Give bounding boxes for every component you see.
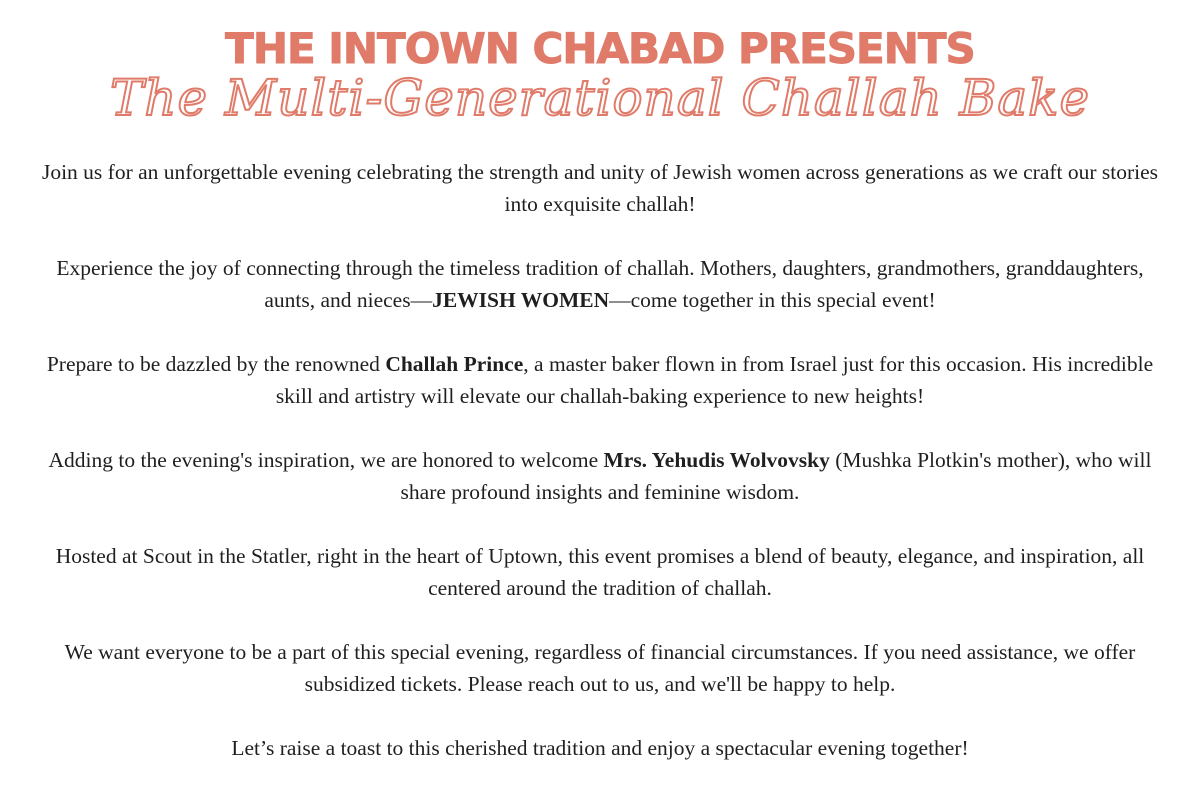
speaker-name: Mrs. Yehudis Wolvovsky [603,448,830,472]
speaker-text-end: (Mushka Plotkin's mother), who will share profound insights and feminine wisdom. [400,448,1152,504]
experience-text-end: —come together in this special event! [609,288,936,312]
closing-text: Let’s raise a toast to this cherished tradition and enjoy a spectacular evening together! [231,736,969,760]
venue-text: Hosted at Scout in the Statler, right in the heart of Uptown, this event promises a blend of beauty, elegance, and inspiration, all centered around the tradition of challah. [55,544,1145,600]
intro-text: Join us for an unforgettable evening celebrating the strength and unity of Jewish women across generations as we craft our stories into exquisite challah! [41,160,1159,216]
experience-paragraph [40,252,1160,316]
challah-prince-text-start: Prepare to be dazzled by the renowned [46,352,386,376]
speaker-paragraph [40,444,1160,508]
experience-text-start: Experience the joy of connecting through the timeless tradition of challah. Mothers, daughters, grandmothers, granddaughters, aunts, and nieces— [56,256,1144,312]
tickets-text: We want everyone to be a part of this special evening, regardless of financial circumstances. If you need assistance, we offer subsidized tickets. Please reach out to us, and we'll be happy to help. [64,640,1136,696]
jewish-women-emphasis: JEWISH WOMEN [432,288,610,312]
challah-prince-paragraph [40,348,1160,412]
header [0,24,1200,126]
event-title: The Multi-Generational Challah Bake [109,69,1091,127]
venue-paragraph [40,540,1160,604]
intro-paragraph [40,156,1160,220]
speaker-text-start: Adding to the evening's inspiration, we are honored to welcome [48,448,604,472]
tickets-paragraph [40,636,1160,700]
event-description [40,156,1160,764]
presenter-heading: THE INTOWN CHABAD PRESENTS [225,24,975,73]
challah-prince-text-end: , a master baker flown in from Israel just for this occasion. His incredible skill and artistry will elevate our challah-baking experience to new heights! [275,352,1154,408]
challah-prince-name: Challah Prince [385,352,524,376]
closing-paragraph [40,732,1160,764]
